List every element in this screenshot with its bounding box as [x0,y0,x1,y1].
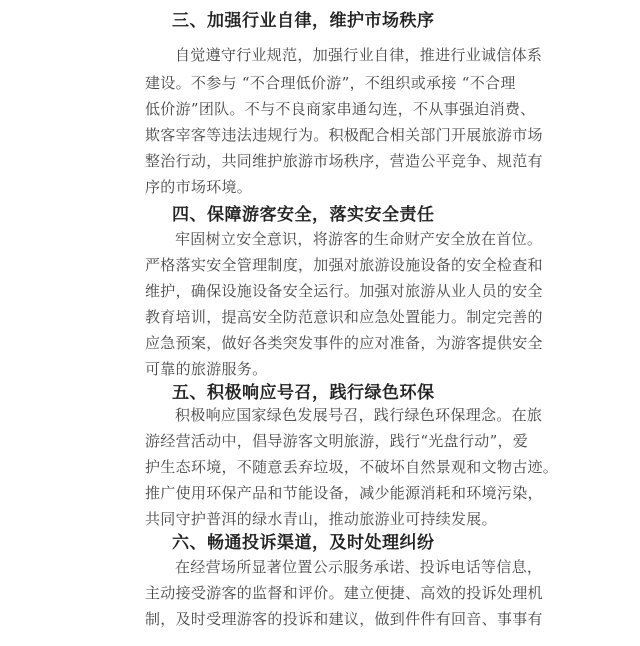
paragraph-line: 维护，确保设施设备安全运行。加强对旅游从业人员的安全 [145,282,543,300]
paragraph-line: 游经营活动中，倡导游客文明旅游，践行“光盘行动”，爱 [145,432,529,450]
paragraph-line: 严格落实安全管理制度，加强对旅游设施设备的安全检查和 [145,256,543,274]
section-heading-3: 三、加强行业自律，维护市场秩序 [172,11,435,31]
section-heading-4: 四、保障游客安全，落实安全责任 [172,205,435,225]
paragraph-line: 教育培训，提高安全防范意识和应急处置能力。制定完善的 [145,308,543,326]
paragraph-line: 护生态环境，不随意丢弃垃圾，不破坏自然景观和文物古迹。 [145,458,559,476]
paragraph-line: 低价游”团队。不与不良商家串通勾连，不从事强迫消费、 [145,100,536,118]
paragraph-line: 序的市场环境。 [145,178,253,196]
paragraph-line: 应急预案，做好各类突发事件的应对准备，为游客提供安全 [145,334,543,352]
paragraph-line: 制，及时受理游客的投诉和建议，做到件件有回音、事事有 [145,610,543,628]
paragraph-line: 整治行动，共同维护旅游市场秩序，营造公平竞争、规范有 [145,152,543,170]
section-heading-6: 六、畅通投诉渠道，及时处理纠纷 [172,533,435,553]
paragraph-line: 牢固树立安全意识，将游客的生命财产安全放在首位。 [175,230,543,248]
paragraph-line: 可靠的旅游服务。 [145,360,268,378]
paragraph-line: 自觉遵守行业规范，加强行业自律，推进行业诚信体系 [175,46,543,64]
paragraph-line: 欺客宰客等违法违规行为。积极配合相关部门开展旅游市场 [145,126,543,144]
paragraph-line: 在经营场所显著位置公示服务承诺、投诉电话等信息， [175,558,543,576]
section-heading-5: 五、积极响应号召，践行绿色环保 [172,383,435,403]
paragraph-line: 推广使用环保产品和节能设备，减少能源消耗和环境污染， [145,484,543,502]
paragraph-line: 积极响应国家绿色发展号召，践行绿色环保理念。在旅 [175,406,543,424]
paragraph-line: 建设。不参与 “不合理低价游”，不组织或承接 “不合理 [145,74,516,92]
paragraph-line: 共同守护普洱的绿水青山，推动旅游业可持续发展。 [145,510,497,528]
paragraph-line: 主动接受游客的监督和评价。建立便捷、高效的投诉处理机 [145,584,543,602]
